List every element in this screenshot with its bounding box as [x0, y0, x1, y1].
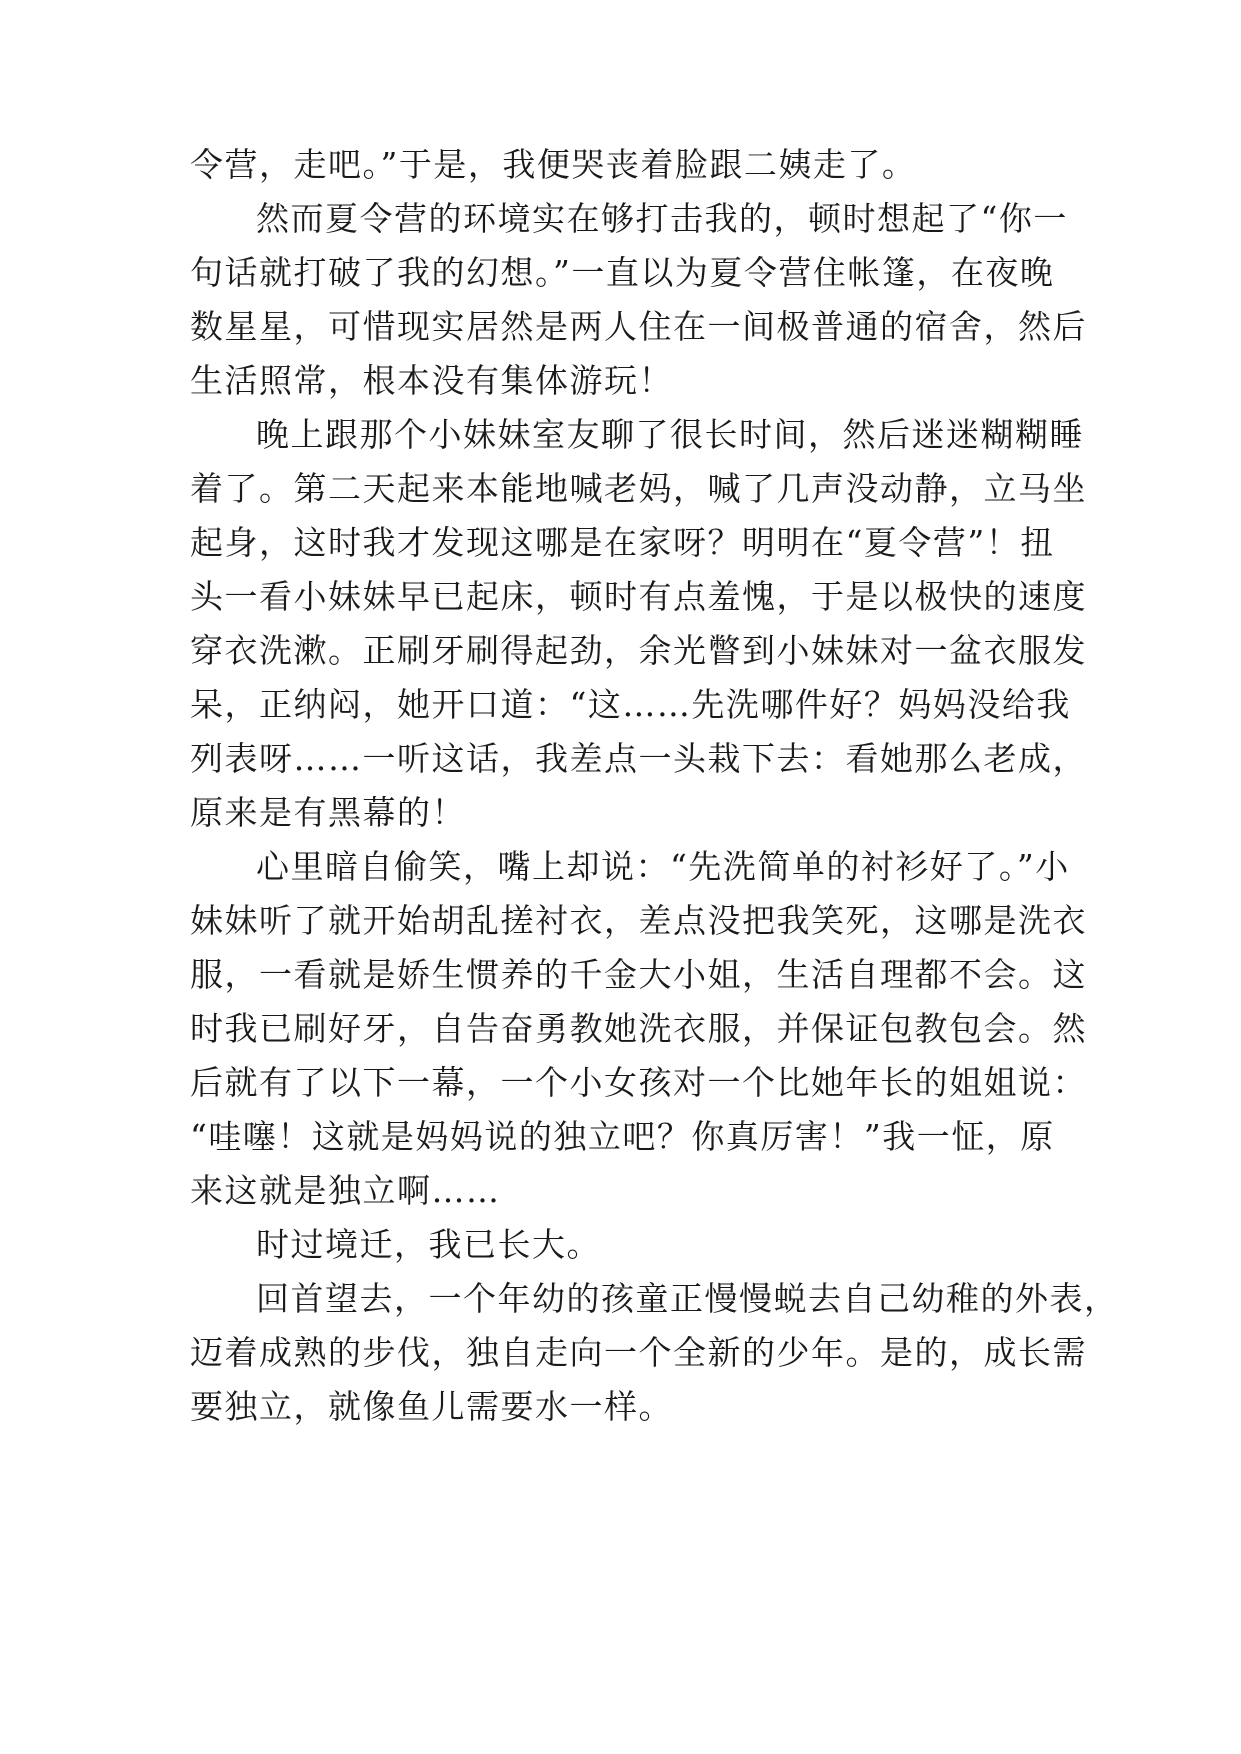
paragraph-start-line: 晚上跟那个小妹妹室友聊了很长时间，然后迷迷糊糊睡 [256, 415, 1084, 454]
text-line: 穿衣洗漱。正刷牙刷得起劲，余光瞥到小妹妹对一盆衣服发 [190, 631, 1087, 670]
text-line: 来这就是独立啊…… [190, 1171, 501, 1210]
text-line: 呆，正纳闷，她开口道：“这……先洗哪件好？妈妈没给我 [190, 685, 1071, 724]
paragraph-start-line: 心里暗自偷笑，嘴上却说：“先洗简单的衬衫好了。”小 [256, 847, 1070, 886]
text-line: 妹妹听了就开始胡乱搓衬衣，差点没把我笑死，这哪是洗衣 [190, 901, 1087, 940]
text-line: 后就有了以下一幕，一个小女孩对一个比她年长的姐姐说： [190, 1063, 1087, 1102]
text-line: 生活照常，根本没有集体游玩！ [190, 361, 673, 400]
text-line: 着了。第二天起来本能地喊老妈，喊了几声没动静，立马坐 [190, 469, 1087, 508]
paragraph-start-line: 回首望去，一个年幼的孩童正慢慢蜕去自己幼稚的外表， [256, 1279, 1119, 1318]
text-line: “哇噻！这就是妈妈说的独立吧？你真厉害！”我一怔，原 [190, 1117, 1055, 1156]
paragraph-start-line: 时过境迁，我已长大。 [256, 1225, 601, 1264]
text-line: 令营，走吧。”于是，我便哭丧着脸跟二姨走了。 [190, 145, 917, 184]
paragraph-start-line: 然而夏令营的环境实在够打击我的，顿时想起了“你一 [256, 199, 1068, 238]
text-line: 服，一看就是娇生惯养的千金大小姐，生活自理都不会。这 [190, 955, 1087, 994]
text-line: 时我已刷好牙，自告奋勇教她洗衣服，并保证包教包会。然 [190, 1009, 1087, 1048]
text-line: 句话就打破了我的幻想。”一直以为夏令营住帐篷，在夜晚 [190, 253, 1055, 292]
text-line: 头一看小妹妹早已起床，顿时有点羞愧，于是以极快的速度 [190, 577, 1087, 616]
text-line: 数星星，可惜现实居然是两人住在一间极普通的宿舍，然后 [190, 307, 1087, 346]
text-line: 原来是有黑幕的！ [190, 793, 466, 832]
text-line: 列表呀……一听这话，我差点一头栽下去：看她那么老成， [190, 739, 1087, 778]
text-line: 要独立，就像鱼儿需要水一样。 [190, 1387, 673, 1426]
text-line: 迈着成熟的步伐，独自走向一个全新的少年。是的，成长需 [190, 1333, 1087, 1372]
text-line: 起身，这时我才发现这哪是在家呀？明明在“夏令营”！扭 [190, 523, 1055, 562]
